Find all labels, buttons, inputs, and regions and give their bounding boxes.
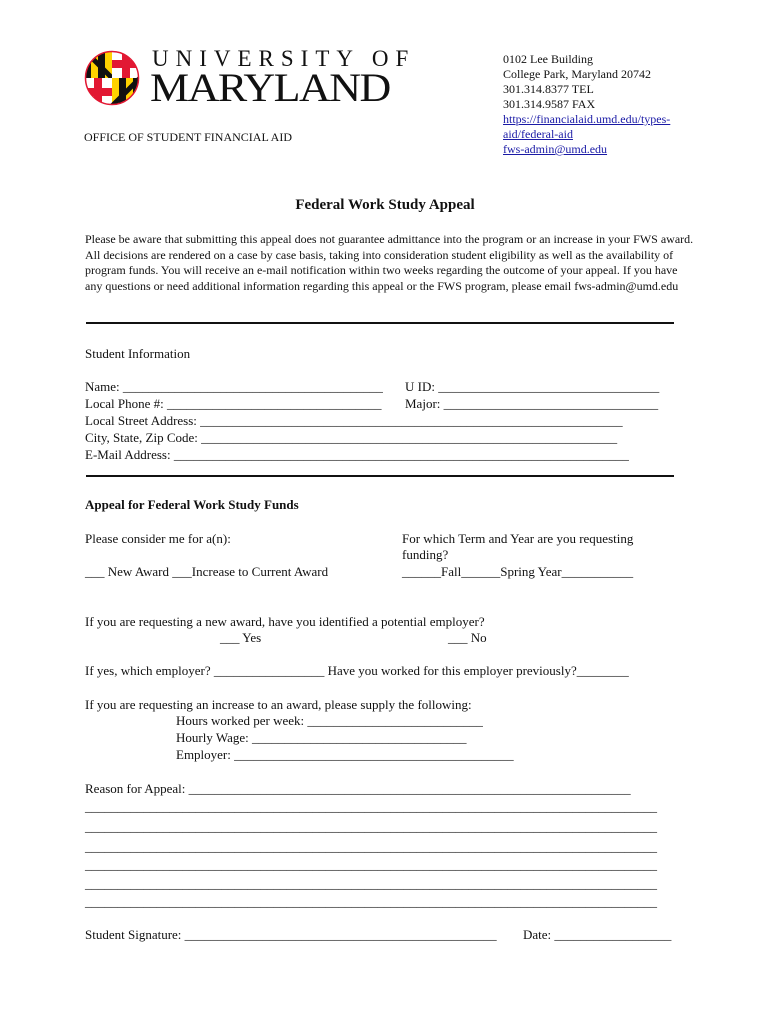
- award-type-options[interactable]: ___ New Award ___Increase to Current Award: [85, 564, 329, 579]
- student-info-heading: Student Information: [85, 346, 191, 361]
- university-line2: MARYLAND: [150, 65, 390, 111]
- consider-label: Please consider me for a(n):: [85, 531, 231, 546]
- major-field[interactable]: Major: _________________________________: [405, 396, 659, 411]
- employer-no-option[interactable]: ___ No: [448, 630, 487, 645]
- employer-question: If you are requesting a new award, have you identified a potential employer?: [85, 614, 485, 629]
- reason-field[interactable]: Reason for Appeal: ____________________________________________________________________: [85, 781, 631, 796]
- address-tel: 301.314.8377 TEL: [503, 82, 594, 96]
- employer-field[interactable]: Employer: ___________________________________________: [176, 747, 514, 762]
- increase-question: If you are requesting an increase to an award, please supply the following:: [85, 697, 472, 712]
- reason-line[interactable]: ________________________________________________________________________________________: [85, 876, 657, 891]
- name-field[interactable]: Name: ________________________________________: [85, 379, 383, 394]
- hours-field[interactable]: Hours worked per week: ___________________________: [176, 713, 483, 728]
- term-options[interactable]: ______Fall______Spring Year___________: [402, 564, 634, 579]
- email-link[interactable]: fws-admin@umd.edu: [503, 142, 608, 156]
- address-line2: College Park, Maryland 20742: [503, 67, 651, 81]
- term-question-line2: funding?: [402, 547, 449, 562]
- street-address-field[interactable]: Local Street Address: _________________________________________________________________: [85, 413, 623, 428]
- divider: [86, 475, 674, 477]
- appeal-heading: Appeal for Federal Work Study Funds: [85, 497, 299, 512]
- reason-line[interactable]: ________________________________________________________________________________________: [85, 819, 657, 834]
- city-state-zip-field[interactable]: City, State, Zip Code: ________________________________________________________________: [85, 430, 618, 445]
- which-employer-field[interactable]: If yes, which employer? _________________ Have you worked for this employer previously?________: [85, 663, 629, 678]
- reason-line[interactable]: ________________________________________________________________________________________: [85, 799, 657, 814]
- reason-line[interactable]: ________________________________________________________________________________________: [85, 839, 657, 854]
- maryland-seal-icon: [84, 50, 140, 106]
- university-line1: UNIVERSITY OF: [152, 46, 416, 71]
- email-field[interactable]: E-Mail Address: ______________________________________________________________________: [85, 447, 629, 462]
- date-field[interactable]: Date: __________________: [523, 927, 672, 942]
- reason-line[interactable]: ________________________________________________________________________________________: [85, 894, 657, 909]
- address-line1: 0102 Lee Building: [503, 52, 593, 66]
- wage-field[interactable]: Hourly Wage: _________________________________: [176, 730, 467, 745]
- website-link-part1[interactable]: https://financialaid.umd.edu/types-: [503, 112, 671, 126]
- reason-line[interactable]: ________________________________________________________________________________________: [85, 857, 657, 872]
- address-block: [503, 52, 670, 157]
- page-title: Federal Work Study Appeal: [295, 197, 475, 213]
- term-question-line1: For which Term and Year are you requesting: [402, 531, 634, 546]
- address-fax: 301.314.9587 FAX: [503, 97, 596, 111]
- employer-yes-option[interactable]: ___ Yes: [220, 630, 262, 645]
- intro-paragraph: Please be aware that submitting this appeal does not guarantee admittance into the program or an increase in your FWS award. All decisions are rendered on a case by case basis, taking into consideration student eligibility as well as the availability of program funds. You will receive an e-mail notification within two weeks regarding the outcome of your appeal. If you have any questions or need additional information regarding this appeal or the FWS program, please email fws-admin@umd.edu: [85, 232, 694, 293]
- uid-field[interactable]: U ID: __________________________________: [405, 379, 660, 394]
- office-name: OFFICE OF STUDENT FINANCIAL AID: [84, 130, 293, 144]
- signature-field[interactable]: Student Signature: ________________________________________________: [85, 927, 497, 942]
- website-link-part2[interactable]: aid/federal-aid: [503, 127, 573, 141]
- divider: [86, 322, 674, 324]
- phone-field[interactable]: Local Phone #: _________________________________: [85, 396, 382, 411]
